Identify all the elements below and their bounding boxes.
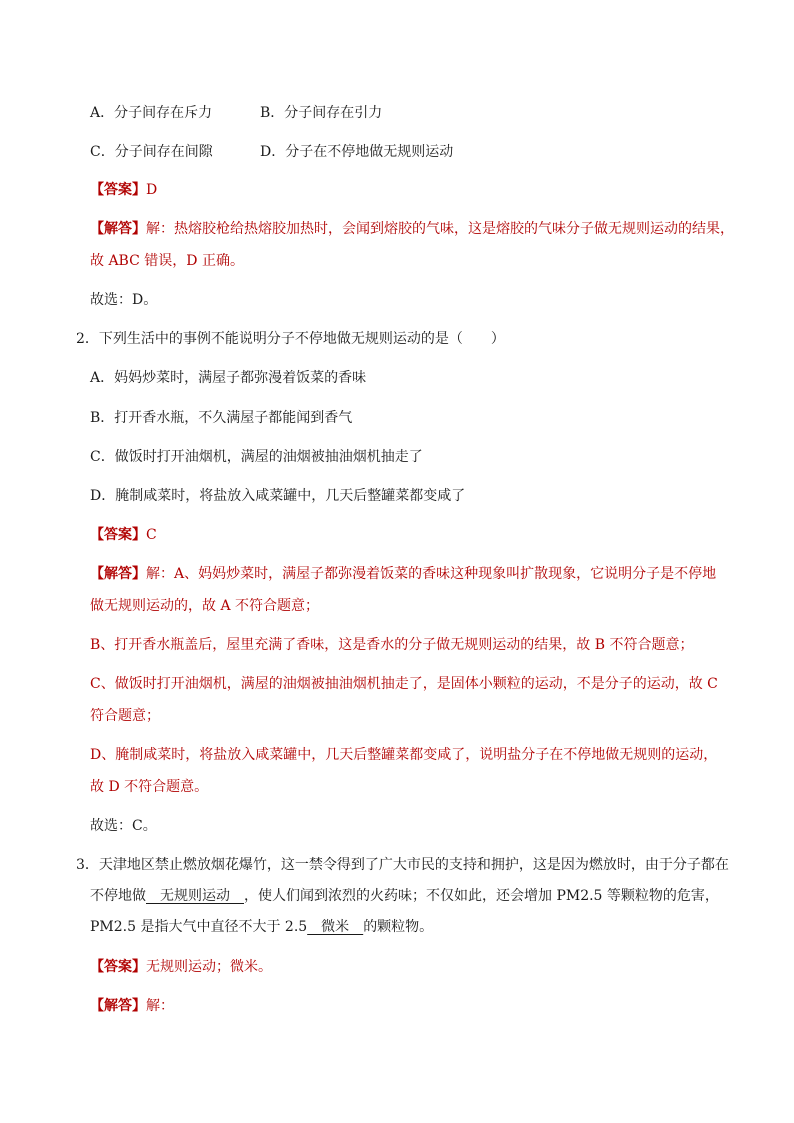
q2-option-d: D．腌制咸菜时，将盐放入咸菜罐中，几天后整罐菜都变咸了: [90, 488, 466, 504]
answer-tag: 【答案】: [90, 527, 146, 543]
q2-analysis-a-line-2: 做无规则运动的，故 A 不符合题意；: [90, 598, 320, 614]
q1-option-d: D．分子在不停地做无规则运动: [260, 144, 454, 160]
q3-answer: [90, 957, 272, 977]
q3-stem-line-2: [90, 886, 719, 906]
q3-text: 不停地做: [90, 888, 146, 904]
analysis-tag: 【解答】: [90, 998, 146, 1014]
q3-stem-line-1: 3．天津地区禁止燃放烟花爆竹，这一禁令得到了广大市民的支持和拥护，这是因为燃放时，由于分子都在: [76, 857, 729, 873]
q3-stem-line-3: [90, 917, 433, 937]
q2-answer: [90, 525, 157, 545]
answer-value: 无规则运动；微米。: [146, 959, 272, 975]
q1-option-b: B．分子间存在引力: [260, 105, 383, 121]
q2-analysis-d-line-2: 故 D 不符合题意。: [90, 779, 209, 795]
q2-analysis-c-line-2: 符合题意；: [90, 708, 160, 724]
q1-option-c: C．分子间存在间隙: [90, 144, 213, 160]
q2-option-b: B．打开香水瓶，不久满屋子都能闻到香气: [90, 410, 353, 426]
q1-analysis-line-2: 故 ABC 错误，D 正确。: [90, 253, 244, 269]
analysis-text: 解：: [146, 998, 174, 1014]
q3-blank-1: 无规则运动: [146, 888, 244, 904]
answer-tag: 【答案】: [90, 182, 146, 198]
answer-value: D: [146, 182, 158, 198]
answer-value: C: [146, 527, 157, 543]
analysis-tag: 【解答】: [90, 566, 146, 582]
q1-choose: 故选：D。: [90, 292, 158, 308]
analysis-tag: 【解答】: [90, 221, 146, 237]
q2-choose: 故选：C。: [90, 818, 157, 834]
q2-analysis-c-line-1: C、做饭时打开油烟机，满屋的油烟被抽油烟机抽走了，是固体小颗粒的运动，不是分子的运动，故 C: [90, 676, 718, 692]
q3-text: PM2.5 是指大气中直径不大于 2.5: [90, 919, 308, 935]
q1-analysis-line-1: [90, 219, 734, 239]
analysis-text: 解：热熔胶枪给热熔胶加热时，会闻到熔胶的气味，这是熔胶的气味分子做无规则运动的结果，: [146, 221, 734, 237]
answer-tag: 【答案】: [90, 959, 146, 975]
q2-analysis-b: B、打开香水瓶盖后，屋里充满了香味，这是香水的分子做无规则运动的结果，故 B 不符合题意；: [90, 637, 694, 653]
q2-analysis-a-line-1: [90, 564, 716, 584]
q1-answer: [90, 180, 157, 200]
analysis-text: 解：A、妈妈炒菜时，满屋子都弥漫着饭菜的香味这种现象叫扩散现象，它说明分子是不停地: [146, 566, 717, 582]
q3-blank-2: 微米: [307, 919, 364, 935]
q3-analysis: [90, 996, 174, 1016]
q3-text: ，使人们闻到浓烈的火药味；不仅如此，还会增加 PM2.5 等颗粒物的危害，: [244, 888, 719, 904]
q3-text: 的颗粒物。: [363, 919, 434, 935]
q2-option-c: C．做饭时打开油烟机，满屋的油烟被抽油烟机抽走了: [90, 449, 423, 465]
q1-option-a: A．分子间存在斥力: [90, 105, 213, 121]
q2-option-a: A．妈妈炒菜时，满屋子都弥漫着饭菜的香味: [90, 370, 367, 386]
q2-stem: 2．下列生活中的事例不能说明分子不停地做无规则运动的是（ ）: [76, 331, 505, 347]
q2-analysis-d-line-1: D、腌制咸菜时，将盐放入咸菜罐中，几天后整罐菜都变咸了，说明盐分子在不停地做无规则的运动，: [90, 747, 718, 763]
